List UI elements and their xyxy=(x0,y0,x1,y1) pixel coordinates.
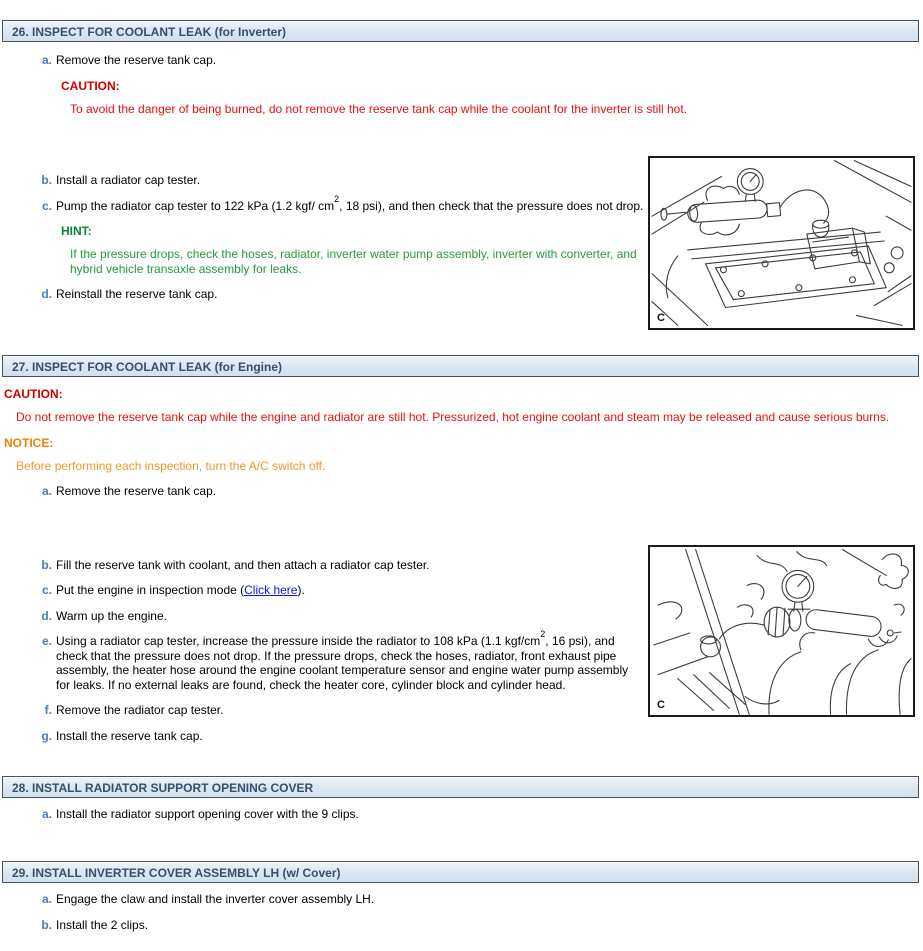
step-29b xyxy=(37,918,897,933)
step-26a xyxy=(37,53,688,116)
section-28-install-radiator-support-opening-cover xyxy=(2,776,919,842)
step-27e xyxy=(37,629,643,692)
step-text: Reinstall the reserve tank cap. xyxy=(56,287,218,301)
step-letter: a. xyxy=(41,53,52,67)
notice-label: NOTICE: xyxy=(4,435,54,450)
step-text xyxy=(56,193,648,214)
step-letter: b. xyxy=(41,917,52,932)
figure-radiator-cap-tester-inverter xyxy=(648,156,915,330)
caution-text: To avoid the danger of being burned, do not remove the reserve tank cap while the coolant for the inverter is still hot. xyxy=(70,101,688,116)
step-text-post: ). xyxy=(297,583,305,597)
section-28-body xyxy=(2,798,919,842)
section-27-header xyxy=(2,355,919,377)
caution-block xyxy=(61,79,790,117)
step-27g xyxy=(37,729,643,744)
section-28-title: 28. INSTALL RADIATOR SUPPORT OPENING COVER xyxy=(12,781,314,795)
superscript: 2 xyxy=(334,193,340,204)
step-27a xyxy=(37,484,643,499)
step-27d xyxy=(37,609,643,624)
step-letter: f. xyxy=(44,703,52,717)
hint-block xyxy=(61,224,648,276)
step-text: Engage the claw and install the inverter cover assembly LH. xyxy=(56,892,375,906)
step-letter: g. xyxy=(41,728,52,743)
caution-text: Do not remove the reserve tank cap while the engine and radiator are still hot. Pressurized, hot engine coolant and steam may be released and cause serious burns. xyxy=(16,410,890,424)
step-letter: d. xyxy=(41,608,52,623)
section-26-header xyxy=(2,20,919,42)
line-art-engine-pressure-test xyxy=(650,547,913,715)
section-27-body xyxy=(2,377,919,757)
notice-text: Before performing each inspection, turn the A/C switch off. xyxy=(16,458,326,473)
step-27f xyxy=(37,703,643,718)
step-text: Remove the reserve tank cap. xyxy=(56,53,217,67)
step-letter: d. xyxy=(41,287,52,301)
step-letter: a. xyxy=(41,807,52,821)
section-26-body xyxy=(2,42,919,336)
section-29-install-inverter-cover-assembly-lh xyxy=(2,861,919,932)
step-letter: e. xyxy=(41,634,52,648)
step-text: Remove the reserve tank cap. xyxy=(56,484,217,498)
step-29a xyxy=(37,892,897,907)
step-text: Remove the radiator cap tester. xyxy=(56,703,224,717)
section-26-title: 26. INSPECT FOR COOLANT LEAK (for Inverter) xyxy=(12,25,287,39)
step-27c xyxy=(37,583,643,598)
step-text: Install the 2 clips. xyxy=(56,917,149,932)
section-29-body xyxy=(2,883,919,932)
step-letter: c. xyxy=(41,583,52,597)
step-text: Fill the reserve tank with coolant, and then attach a radiator cap tester. xyxy=(56,557,430,572)
step-text-pre: Using a radiator cap tester, increase the pressure inside the radiator to 108 kPa (1.1 kgf/cm xyxy=(56,634,541,648)
section-29-header xyxy=(2,861,919,883)
caution-label: CAUTION: xyxy=(4,387,63,401)
superscript: 2 xyxy=(540,629,546,639)
click-here-link[interactable]: Click here xyxy=(244,583,298,597)
step-letter: b. xyxy=(41,557,52,572)
line-art-inverter-pressure-test xyxy=(650,158,913,328)
step-text: Install the radiator support opening cover with the 9 clips. xyxy=(56,807,359,821)
caution-block xyxy=(4,387,919,473)
step-letter: c. xyxy=(41,198,52,213)
step-26c xyxy=(37,193,644,277)
step-letter: a. xyxy=(41,892,52,906)
step-text: Install a radiator cap tester. xyxy=(56,173,201,187)
caution-label: CAUTION: xyxy=(61,78,120,93)
step-text-pre: Put the engine in inspection mode ( xyxy=(56,583,245,597)
step-letter: a. xyxy=(41,484,52,498)
section-29-title: 29. INSTALL INVERTER COVER ASSEMBLY LH (w/ Cover) xyxy=(12,866,341,880)
step-28a xyxy=(37,807,897,822)
step-text: Warm up the engine. xyxy=(56,608,167,623)
step-text xyxy=(56,629,643,692)
figure-corner-label: C xyxy=(657,699,665,711)
section-28-header xyxy=(2,776,919,798)
step-text: Install the reserve tank cap. xyxy=(56,728,203,743)
step-26b xyxy=(37,173,643,188)
step-letter: b. xyxy=(41,173,52,187)
step-text-post: , 16 psi), and check that the pressure does not drop. If the pressure drops, check the hoses, radiator, front exhaust pipe assembly, the heater hose around the engine coolant temperature sensor and engine water pump assembly for leaks. If no external leaks are found, check the heater core, cylinder block and cylinder head. xyxy=(56,634,629,692)
step-text-post: , 18 psi), and then check that the pressure does not drop. xyxy=(339,198,644,213)
hint-text: If the pressure drops, check the hoses, radiator, inverter water pump assembly, inverter with converter, and hybrid vehicle transaxle assembly for leaks. xyxy=(70,247,637,276)
section-26-inspect-coolant-leak-inverter xyxy=(2,20,919,336)
section-27-title: 27. INSPECT FOR COOLANT LEAK (for Engine) xyxy=(12,360,283,374)
figure-radiator-cap-tester-engine xyxy=(648,545,915,717)
section-27-inspect-coolant-leak-engine xyxy=(2,355,919,757)
step-text-pre: Pump the radiator cap tester to 122 kPa (1.2 kgf/ cm xyxy=(56,198,335,213)
step-text xyxy=(56,583,643,598)
figure-corner-label: C xyxy=(657,312,665,324)
step-27b xyxy=(37,558,643,573)
step-26d xyxy=(37,287,643,302)
hint-label: HINT: xyxy=(61,224,92,238)
